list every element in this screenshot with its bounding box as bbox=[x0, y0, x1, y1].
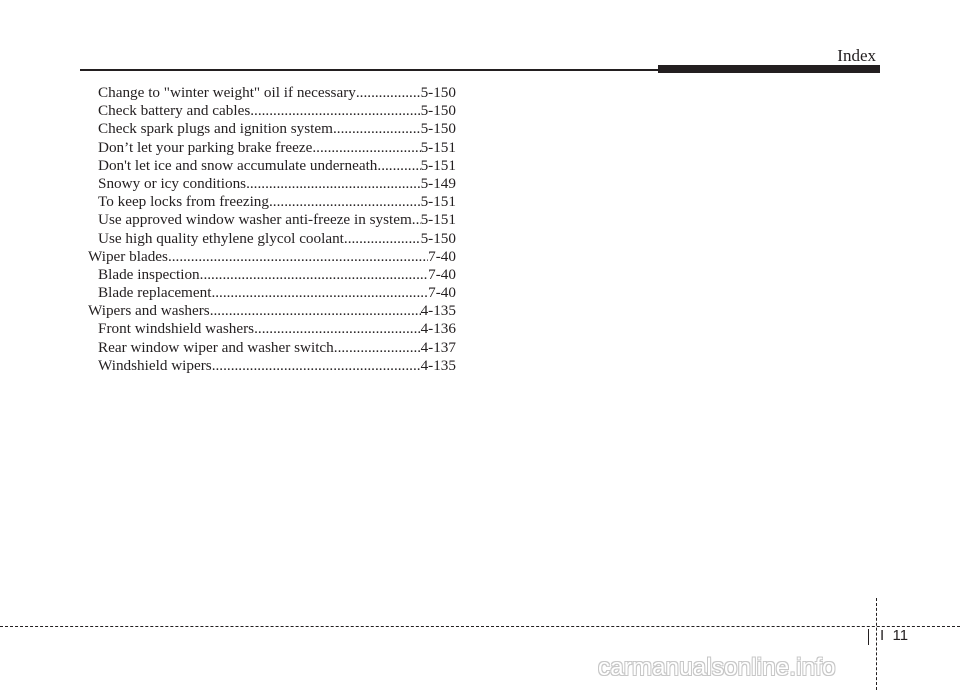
index-page-ref: 4-137 bbox=[420, 338, 456, 356]
index-page-ref: 5-150 bbox=[420, 84, 456, 101]
dot-leader bbox=[344, 230, 421, 248]
index-term: Use high quality ethylene glycol coolant bbox=[98, 229, 344, 247]
header-rule-thick bbox=[658, 65, 880, 73]
index-subentry bbox=[88, 357, 456, 375]
index-page-ref: 5-150 bbox=[420, 102, 456, 120]
index-term: Wiper blades bbox=[88, 247, 168, 265]
index-term: Check battery and cables bbox=[98, 102, 251, 120]
index-page-ref: 5-150 bbox=[420, 229, 456, 247]
header-rule-thin bbox=[80, 69, 660, 71]
index-page-ref: 7-40 bbox=[428, 265, 456, 283]
dot-leader bbox=[254, 320, 420, 338]
dot-leader bbox=[269, 193, 421, 211]
index-page-ref: 5-151 bbox=[420, 193, 456, 211]
index-term: Snowy or icy conditions bbox=[98, 174, 247, 192]
index-term: To keep locks from freezing bbox=[98, 193, 269, 211]
index-term: Change to "winter weight" oil if necessary bbox=[98, 84, 356, 101]
dot-leader bbox=[210, 302, 421, 320]
dot-leader bbox=[246, 175, 420, 193]
dot-leader bbox=[168, 248, 428, 266]
index-page-ref: 5-150 bbox=[420, 120, 456, 138]
dot-leader bbox=[312, 139, 420, 157]
index-term: Wipers and washers bbox=[88, 302, 210, 320]
dot-leader bbox=[333, 120, 421, 138]
index-page-ref: 5-151 bbox=[420, 156, 456, 174]
page-header-title: Index bbox=[837, 46, 876, 65]
index-subentry bbox=[88, 193, 456, 211]
index-term: Blade replacement bbox=[98, 284, 212, 302]
index-subentry bbox=[88, 230, 456, 248]
index-subentry bbox=[88, 284, 456, 302]
footer-page-number bbox=[880, 627, 908, 645]
footer-dashed-rule bbox=[0, 626, 960, 627]
index-page-ref: 4-136 bbox=[420, 320, 456, 338]
dot-leader bbox=[377, 157, 420, 175]
index-page-ref: 4-135 bbox=[420, 302, 456, 320]
index-subentry bbox=[88, 84, 456, 102]
watermark: carmanualsonline.info bbox=[598, 654, 836, 681]
index-page-ref: 5-151 bbox=[420, 211, 456, 229]
index-term: Check spark plugs and ignition system bbox=[98, 120, 333, 138]
index-subentry bbox=[88, 102, 456, 120]
index-page-ref: 5-151 bbox=[420, 138, 456, 156]
footer-section-letter: I bbox=[880, 627, 885, 644]
index-term: Rear window wiper and washer switch bbox=[98, 338, 334, 356]
index-page-ref: 4-135 bbox=[420, 356, 456, 374]
index-page-ref: 5-149 bbox=[420, 174, 456, 192]
index-entry bbox=[88, 302, 456, 320]
index-term: Front windshield washers bbox=[98, 320, 255, 338]
index-subentry bbox=[88, 320, 456, 338]
dot-leader bbox=[211, 284, 428, 302]
dot-leader bbox=[212, 357, 421, 375]
footer-dashed-vertical-rule bbox=[876, 598, 877, 690]
index-list bbox=[88, 84, 456, 375]
index-subentry bbox=[88, 120, 456, 138]
index-term: Don’t let your parking brake freeze bbox=[98, 138, 313, 156]
index-page-ref: 7-40 bbox=[428, 284, 456, 302]
index-subentry bbox=[88, 175, 456, 193]
footer-separator bbox=[868, 629, 869, 645]
footer-page-digits: 11 bbox=[892, 627, 909, 644]
index-subentry bbox=[88, 211, 456, 229]
index-page-ref: 7-40 bbox=[428, 247, 456, 265]
dot-leader bbox=[334, 339, 421, 357]
dot-leader bbox=[412, 211, 421, 229]
index-term: Don't let ice and snow accumulate underneath bbox=[98, 156, 378, 174]
index-entry bbox=[88, 248, 456, 266]
index-subentry bbox=[88, 339, 456, 357]
index-term: Blade inspection bbox=[98, 265, 200, 283]
dot-leader bbox=[250, 102, 420, 120]
dot-leader bbox=[200, 266, 429, 284]
index-term: Use approved window washer anti-freeze in system bbox=[98, 211, 412, 229]
index-subentry bbox=[88, 157, 456, 175]
footer-gap bbox=[884, 627, 892, 644]
index-subentry bbox=[88, 266, 456, 284]
index-term: Windshield wipers bbox=[98, 356, 212, 374]
index-subentry bbox=[88, 139, 456, 157]
dot-leader bbox=[356, 84, 421, 102]
